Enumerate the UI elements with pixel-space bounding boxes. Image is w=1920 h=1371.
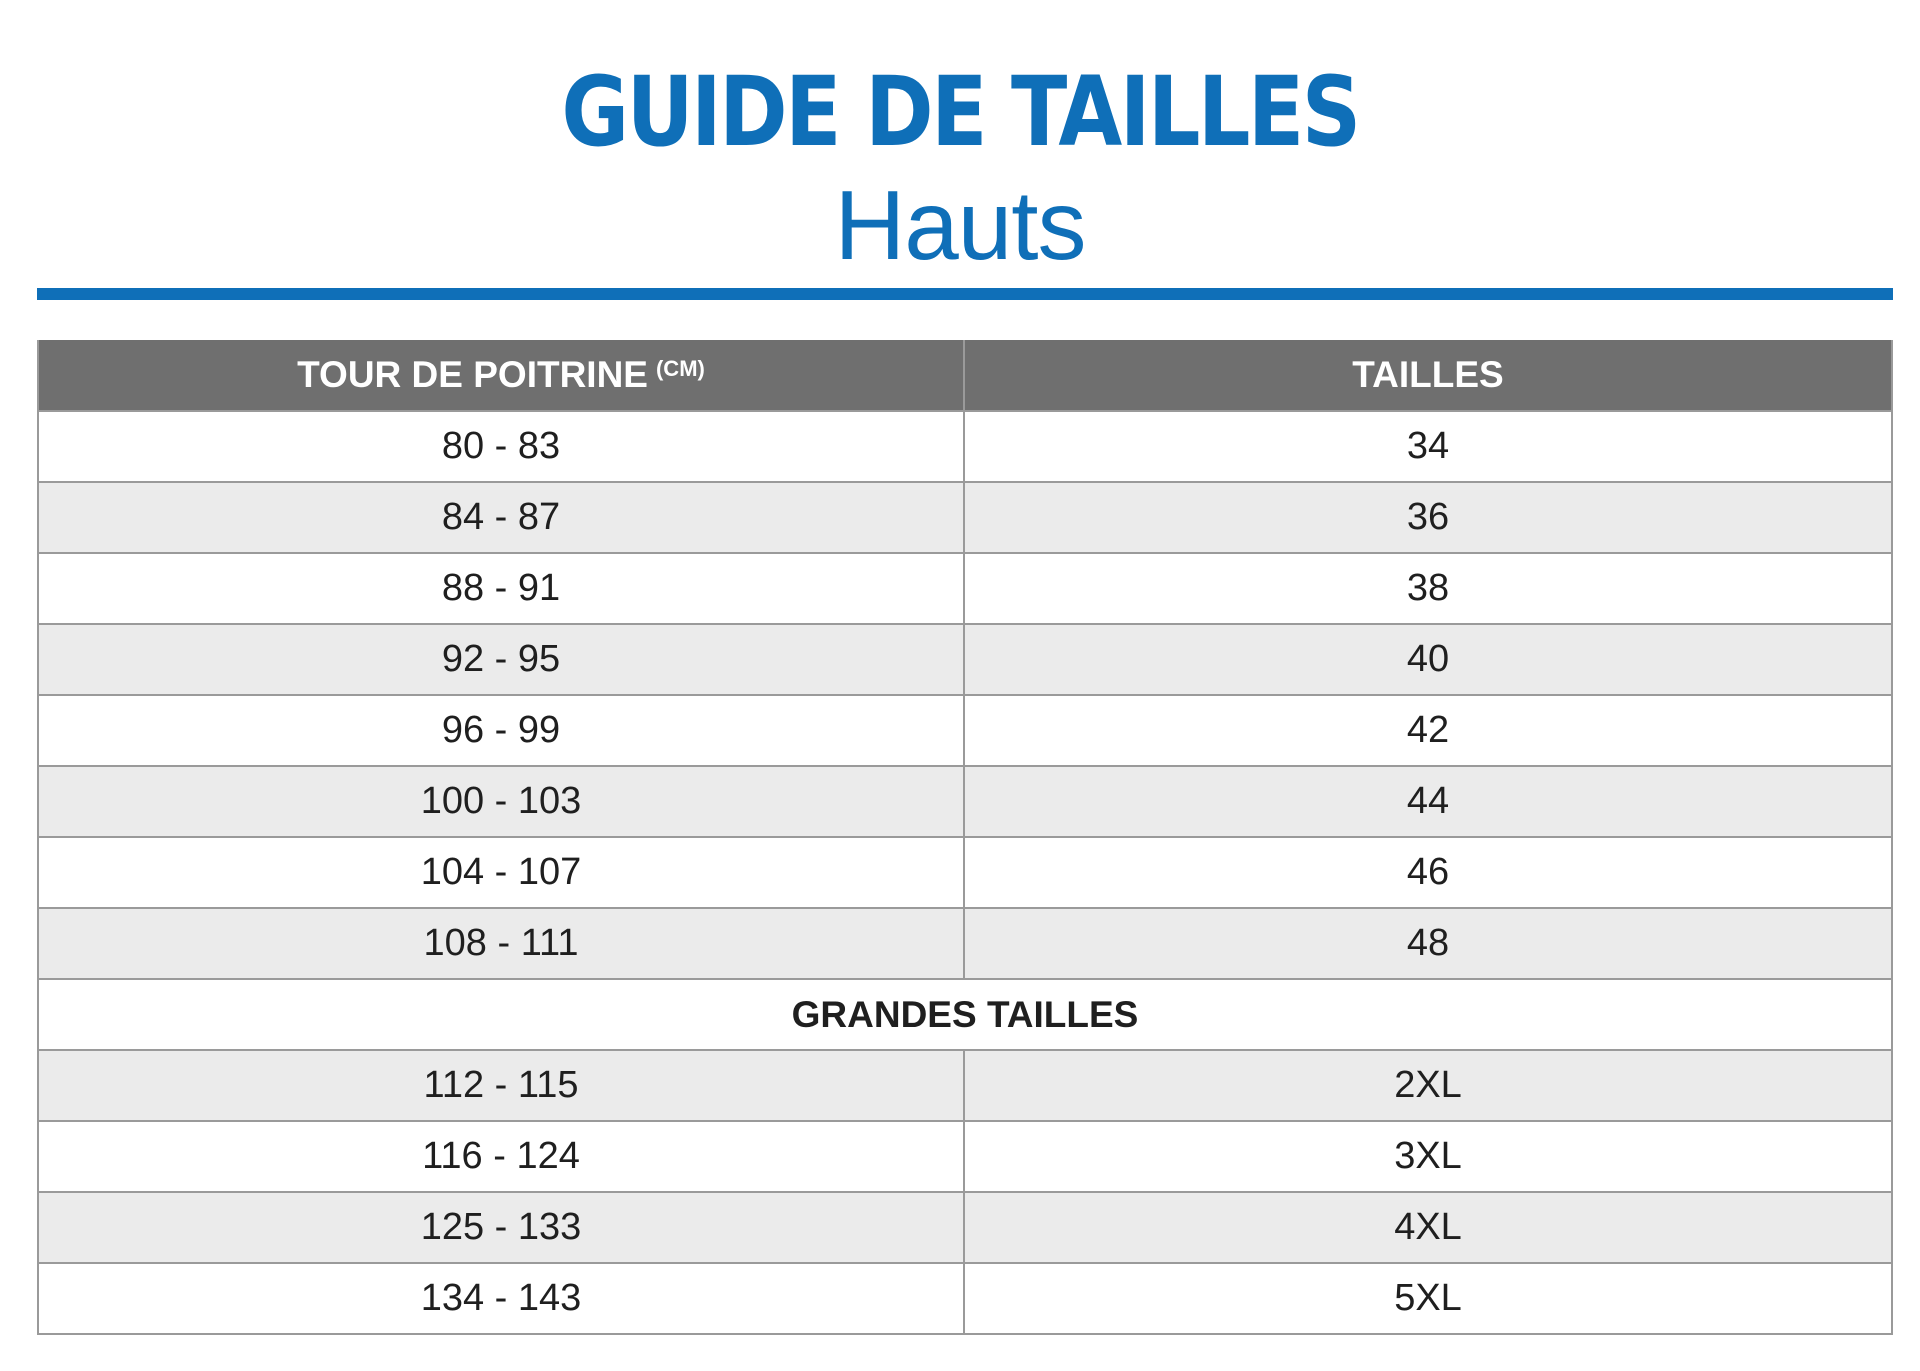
section-row-large-sizes <box>39 978 1891 1049</box>
size-cell: 5XL <box>1394 1277 1462 1319</box>
size-cell: 38 <box>1406 567 1450 609</box>
table-row <box>39 836 1891 907</box>
column-header-size <box>965 340 1891 410</box>
table-row <box>39 765 1891 836</box>
chest-range-cell: 108 - 111 <box>39 909 965 978</box>
table-header-row <box>39 340 1891 410</box>
chest-range-cell: 116 - 124 <box>39 1122 965 1191</box>
table-row <box>39 907 1891 978</box>
chest-range-cell: 88 - 91 <box>39 554 965 623</box>
size-cell: 42 <box>1406 709 1450 751</box>
size-cell: 40 <box>1406 638 1450 680</box>
table-row <box>39 623 1891 694</box>
size-cell: 48 <box>1406 922 1450 964</box>
column-header-size-label: TAILLES <box>1352 354 1504 395</box>
chest-range-cell: 125 - 133 <box>39 1193 965 1262</box>
size-cell: 36 <box>1406 496 1450 538</box>
chest-range-cell: 80 - 83 <box>39 412 965 481</box>
page-subtitle: Hauts <box>834 170 1086 280</box>
chest-range-cell: 92 - 95 <box>39 625 965 694</box>
chest-range-cell: 112 - 115 <box>39 1051 965 1120</box>
section-label: GRANDES TAILLES <box>791 993 1139 1035</box>
size-table <box>37 340 1893 1335</box>
size-cell: 44 <box>1406 780 1450 822</box>
table-row <box>39 481 1891 552</box>
size-cell: 46 <box>1406 851 1450 893</box>
chest-range-cell: 96 - 99 <box>39 696 965 765</box>
table-row <box>39 1049 1891 1120</box>
table-row <box>39 1262 1891 1333</box>
table-row <box>39 1120 1891 1191</box>
column-header-chest-label: TOUR DE POITRINE <box>297 354 648 395</box>
chest-range-cell: 104 - 107 <box>39 838 965 907</box>
page-title: GUIDE DE TAILLES <box>561 56 1359 168</box>
size-cell: 3XL <box>1394 1135 1462 1177</box>
size-cell: 34 <box>1406 425 1450 467</box>
size-cell: 2XL <box>1394 1064 1462 1106</box>
chest-range-cell: 100 - 103 <box>39 767 965 836</box>
column-header-chest <box>39 340 965 410</box>
table-row <box>39 1191 1891 1262</box>
chest-range-cell: 134 - 143 <box>39 1264 965 1333</box>
table-row <box>39 552 1891 623</box>
size-cell: 4XL <box>1394 1206 1462 1248</box>
column-header-chest-unit: (CM) <box>655 356 705 381</box>
title-divider <box>37 288 1893 300</box>
table-row <box>39 410 1891 481</box>
table-row <box>39 694 1891 765</box>
chest-range-cell: 84 - 87 <box>39 483 965 552</box>
